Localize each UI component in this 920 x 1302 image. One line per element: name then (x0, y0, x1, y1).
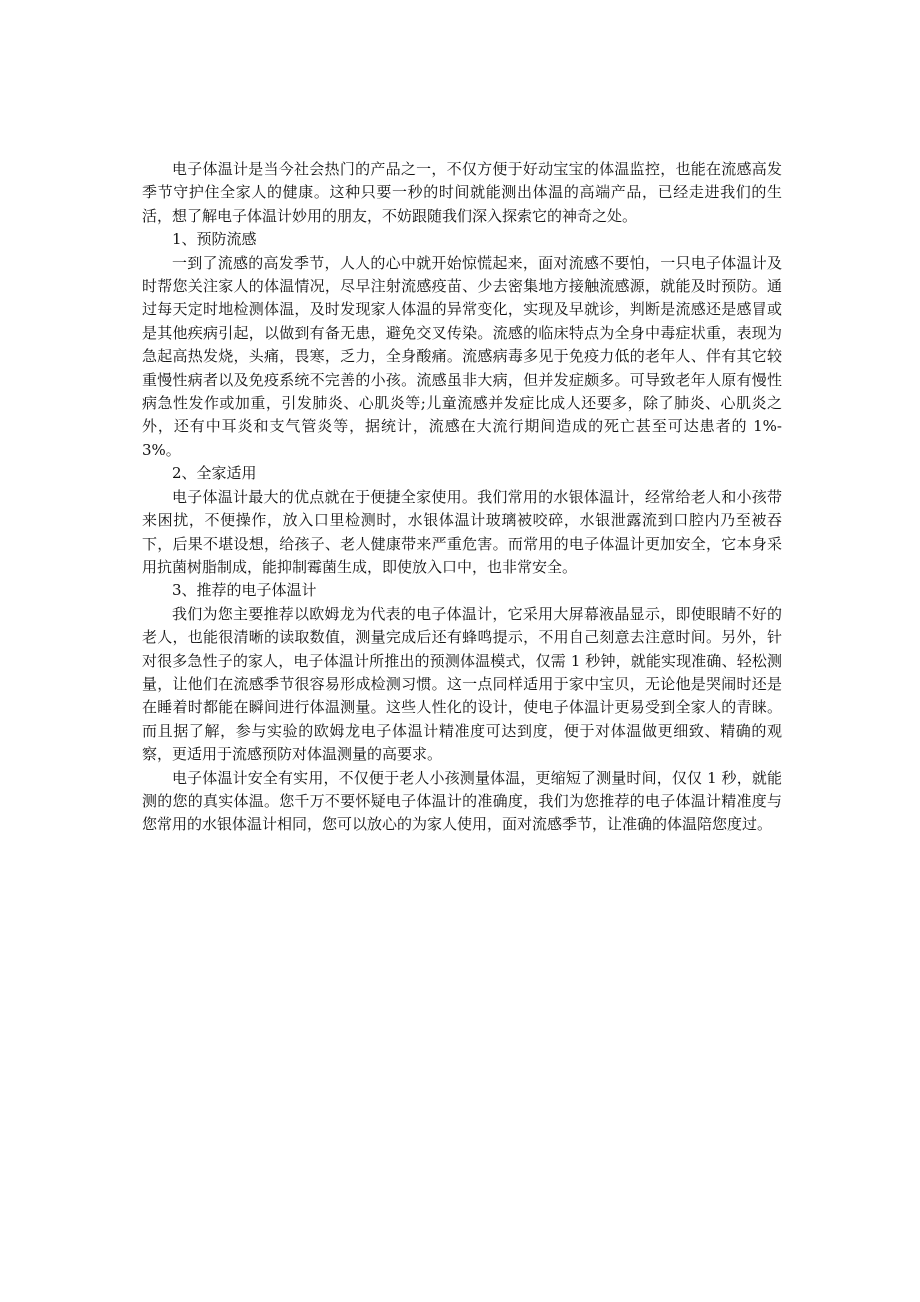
section-body-family-use: 电子体温计最大的优点就在于便捷全家使用。我们常用的水银体温计，经常给老人和小孩带来困扰，不便操作，放入口里检测时，水银体温计玻璃被咬碎，水银泄露流到口腔内乃至被吞下，后果不堪设想，给孩子、老人健康带来严重危害。而常用的电子体温计更加安全，它本身采用抗菌树脂制成，能抑制霉菌生成，即使放入口中，也非常安全。 (142, 487, 782, 576)
conclusion-paragraph: 电子体温计安全有实用，不仅便于老人小孩测量体温，更缩短了测量时间，仅仅 1 秒，就能测的您的真实体温。您千万不要怀疑电子体温计的准确度，我们为您推荐的电子体温计精准度与您常用的水银体温计相同，您可以放心的为家人使用，面对流感季节，让准确的体温陪您度过。 (142, 768, 782, 834)
section-heading-prevent-flu: 1、预防流感 (172, 230, 257, 249)
article-body (142, 158, 782, 837)
section-heading-recommended: 3、推荐的电子体温计 (172, 581, 317, 600)
section-body-recommended: 我们为您主要推荐以欧姆龙为代表的电子体温计，它采用大屏幕液晶显示，即使眼睛不好的老人，也能很清晰的读取数值，测量完成后还有蜂鸣提示，不用自己刻意去注意时间。另外，针对很多急性子的家人，电子体温计所推出的预测体温模式，仅需 1 秒钟，就能实现准确、轻松测量，让他们在流感季节很容易形成检测习惯。这一点同样适用于家中宝贝，无论他是哭闹时还是在睡着时都能在瞬间进行体温测量。这些人性化的设计，使电子体温计更易受到全家人的青睐。而且据了解，参与实验的欧姆龙电子体温计精准度可达到度，便于对体温做更细致、精确的观察，更适用于流感预防对体温测量的高要求。 (142, 604, 782, 764)
intro-paragraph: 电子体温计是当今社会热门的产品之一，不仅方便于好动宝宝的体温监控，也能在流感高发季节守护住全家人的健康。这种只要一秒的时间就能测出体温的高端产品，已经走进我们的生活，想了解电子体温计妙用的朋友，不妨跟随我们深入探索它的神奇之处。 (142, 160, 782, 225)
section-body-prevent-flu: 一到了流感的高发季节，人人的心中就开始惊慌起来，面对流感不要怕，一只电子体温计及时帮您关注家人的体温情况，尽早注射流感疫苗、少去密集地方接触流感源，就能及时预防。通过每天定时地检测体温，及时发现家人体温的异常变化，实现及早就诊，判断是流感还是感冒或是其他疾病引起，以做到有备无患，避免交叉传染。流感的临床特点为全身中毒症状重，表现为急起高热发烧，头痛，畏寒，乏力，全身酸痛。流感病毒多见于免疫力低的老年人、伴有其它较重慢性病者以及免疫系统不完善的小孩。流感虽非大病，但并发症颇多。可导致老年人原有慢性病急性发作或加重，引发肺炎、心肌炎等;儿童流感并发症比成人还要多，除了肺炎、心肌炎之外，还有中耳炎和支气管炎等，据统计，流感在大流行期间造成的死亡甚至可达患者的 1%-3%。 (142, 253, 782, 459)
section-heading-family-use: 2、全家适用 (172, 464, 257, 483)
